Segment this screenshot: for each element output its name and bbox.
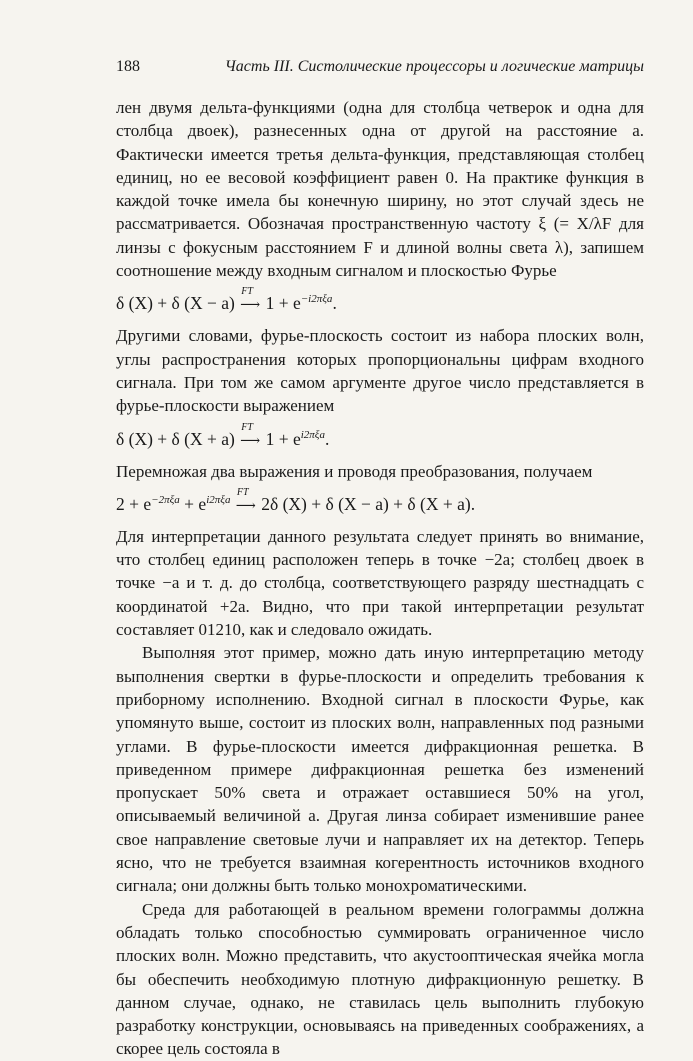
formula-1-lhs: δ (X) + δ (X − a) xyxy=(116,293,235,314)
formula-2-lhs: δ (X) + δ (X + a) xyxy=(116,428,235,449)
fourier-arrow: FT ⟶ xyxy=(235,486,256,514)
running-title: Часть III. Систолические процессоры и логические матрицы xyxy=(224,58,644,75)
paragraph-1: лен двумя дельта-функциями (одна для столбца четверок и одна для столбца двоек), разнесенных одна от другой на расстояние a. Фактически имеется третья дельта-функция, представляющая столбец единиц, но ее весовой коэффициент равен 0. На практике функция в каждой точке имела бы конечную ширину, но этот случай здесь не рассматривается. Обозначая пространственную частоту ξ (= X/λF для линзы с фокусным расстоянием F и длиной волны света λ), запишем соотношение между входным сигналом и плоскостью Фурье xyxy=(116,98,644,281)
formula-2-exponent: i2πξa xyxy=(300,428,326,441)
paragraph-2: Другими словами, фурье-плоскость состоит из набора плоских волн, углы распространения которых пропорциональны цифрам входного сигнала. При том же самом аргументе другое число представляется в фурье-плоскости выражением xyxy=(116,326,644,416)
page-number: 188 xyxy=(116,58,140,75)
formula-3-rhs: 2δ (X) + δ (X − a) + δ (X + a). xyxy=(261,493,476,514)
fourier-arrow: FT ⟶ xyxy=(240,421,261,449)
formula-1-rhs: 1 + e xyxy=(265,293,301,314)
formula-3-exponent-1: −2πξa xyxy=(151,493,180,506)
formula-1-exponent: −i2πξa xyxy=(300,293,333,306)
paragraph-3: Перемножая два выражения и проводя преобразования, получаем xyxy=(116,461,593,481)
formula-3-exponent-2: i2πξa xyxy=(206,493,231,506)
formula-2: δ (X) + δ (X + a) FT ⟶ $1 + e^{i2\pi\xi a}$. xyxy=(116,424,644,453)
formula-1: δ (X) + δ (X − a) FT ⟶ $1 + e^{-i2\pi\xi a}$. xyxy=(116,288,644,317)
paragraph-4: Для интерпретации данного результата следует принять во внимание, что столбец единиц расположен теперь в точке −2a; столбец двоек в точке −a и т. д. до столбца, соответствующего разряду шестнадцать с координатой +2a. Видно, что при такой интерпретации результат составляет 01210, как и следовало ожидать. xyxy=(116,526,644,640)
page-body xyxy=(116,96,644,1061)
formula-3: $2 + e^{-2\pi\xi a} + e^{i2\pi\xi a}$ FT ⟶ 2δ (X) + δ (X − a) + δ (X + a). xyxy=(116,489,644,518)
fourier-arrow: FT ⟶ xyxy=(240,286,261,314)
formula-2-rhs: 1 + e xyxy=(265,428,301,449)
paragraph-6: Среда для работающей в реальном времени голограммы должна обладать только способностью суммировать ограниченное число плоских волн. Можно представить, что акустооптическая ячейка могла бы обеспечить необходимую плотную дифракционную решетку. В данном случае, однако, не ставилась цель выполнить глубокую разработку конструкции, основываясь на приведенных соображениях, а скорее цель состояла в xyxy=(116,899,644,1059)
paragraph-5: Выполняя этот пример, можно дать иную интерпретацию методу выполнения свертки в фурье-плоскости и определить требования к приборному исполнению. Входной сигнал в плоскости Фурье, как упомянуто выше, состоит из плоских волн, направленных под разными углами. В фурье-плоскости имеется дифракционная решетка. В приведенном примере дифракционная решетка без изменений пропускает 50% света и отражает оставшиеся 50% на угол, описываемый величиной a. Другая линза собирает изменившие ранее свое направление световые лучи и направляет их на детектор. Теперь ясно, что не требуется взаимная когерентность источников входного сигнала; они должны быть только монохроматическими. xyxy=(116,643,644,896)
page-header xyxy=(116,58,644,84)
